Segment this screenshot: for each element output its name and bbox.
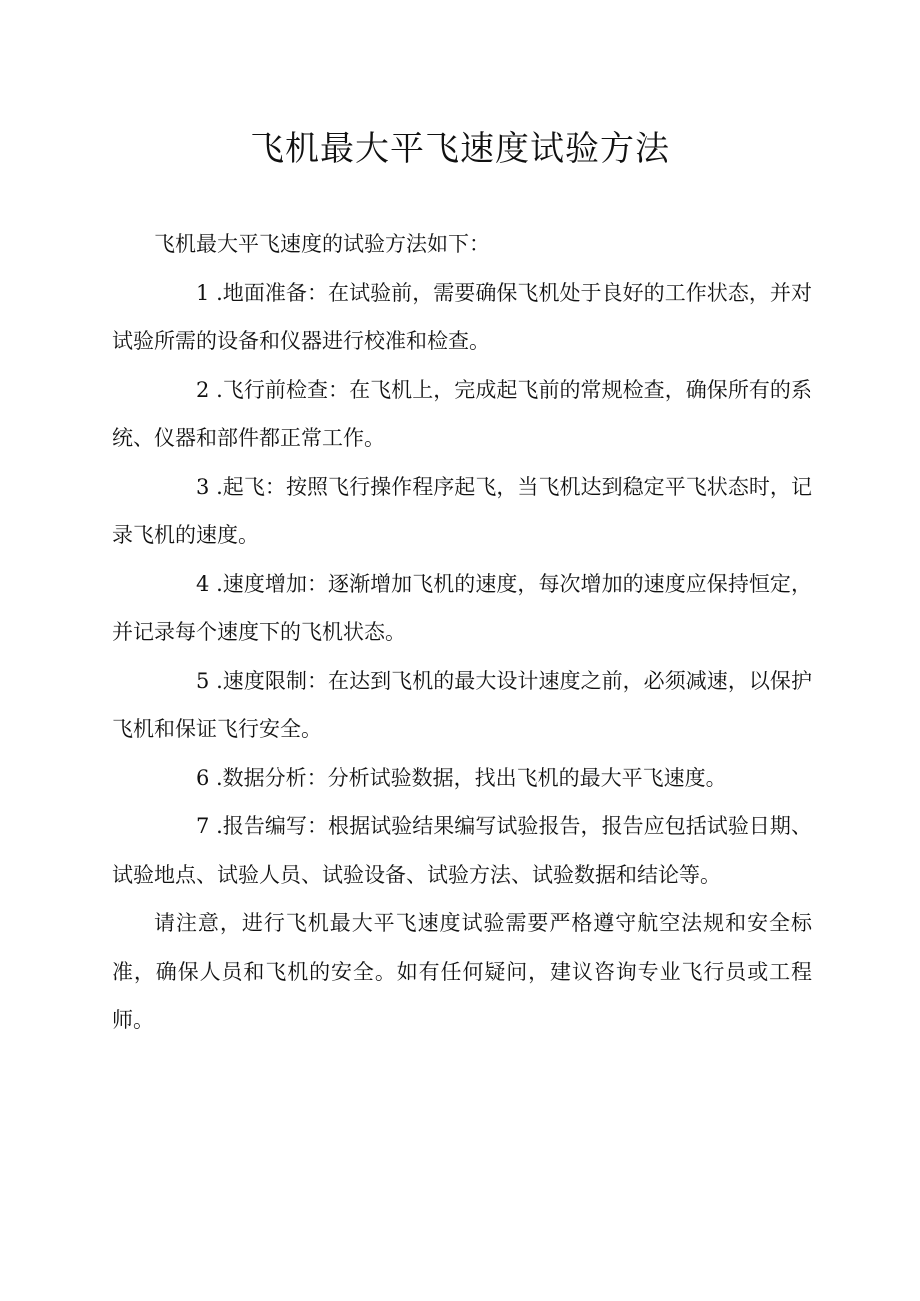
step-5-paragraph <box>112 657 812 754</box>
step-number: 7 <box>196 814 210 838</box>
document-title: 飞机最大平飞速度试验方法 <box>250 129 670 169</box>
document-body <box>112 220 812 1045</box>
step-number: 1 <box>196 280 210 305</box>
step-text: .飞行前检查：在飞机上，完成起飞前的常规检查，确保所有的系统、仪器和部件都正常工作。 <box>112 377 812 450</box>
step-4-paragraph <box>112 560 812 657</box>
note-paragraph: 请注意，进行飞机最大平飞速度试验需要严格遵守航空法规和安全标准，确保人员和飞机的安全。如有任何疑问，建议咨询专业飞行员或工程师。 <box>112 911 812 1032</box>
step-number: 3 <box>196 474 210 499</box>
step-text: .速度增加：逐渐增加飞机的速度，每次增加的速度应保持恒定，并记录每个速度下的飞机状态。 <box>112 571 812 644</box>
intro-paragraph: 飞机最大平飞速度的试验方法如下： <box>154 232 490 256</box>
step-text: .速度限制：在达到飞机的最大设计速度之前，必须减速，以保护飞机和保证飞行安全。 <box>112 668 812 741</box>
step-text: .报告编写：根据试验结果编写试验报告，报告应包括试验日期、试验地点、试验人员、试验设备、试验方法、试验数据和结论等。 <box>112 814 812 887</box>
step-7-paragraph <box>112 802 812 899</box>
step-number: 2 <box>196 377 210 402</box>
step-number: 5 <box>196 668 210 693</box>
step-6-paragraph <box>112 754 812 803</box>
step-1-paragraph <box>112 269 812 366</box>
step-text: .数据分析：分析试验数据，找出飞机的最大平飞速度。 <box>216 765 727 790</box>
step-3-paragraph <box>112 463 812 560</box>
step-2-paragraph <box>112 366 812 463</box>
step-text: .起飞：按照飞行操作程序起飞，当飞机达到稳定平飞状态时，记录飞机的速度。 <box>112 474 812 547</box>
step-number: 4 <box>196 571 210 596</box>
step-number: 6 <box>196 765 210 790</box>
step-text: .地面准备：在试验前，需要确保飞机处于良好的工作状态，并对试验所需的设备和仪器进行校准和检查。 <box>112 280 812 353</box>
